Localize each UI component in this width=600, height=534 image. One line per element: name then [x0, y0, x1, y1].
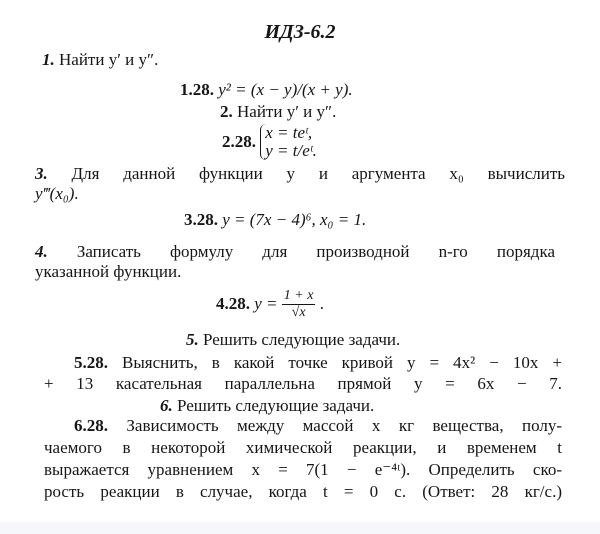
task-3-text-line-1: Для данной функции y и аргумента x₀ вычислить [71, 164, 566, 183]
exercise-1-28 [180, 80, 353, 100]
task-4-text-line-2: указанной функции. [35, 262, 182, 281]
exercise-5-28-text-line-2: + 13 касательная параллельна прямой y = 6x − 7. [44, 374, 562, 393]
task-1 [42, 50, 158, 70]
exercise-2-28-number: 2.28. [222, 132, 256, 151]
system-line-1: x = teᵗ, [265, 123, 313, 142]
exercise-4-28-fraction [282, 288, 316, 321]
exercise-6-28-number: 6.28. [74, 416, 108, 435]
task-4-number: 4. [35, 242, 48, 261]
exercise-2-28 [222, 124, 317, 160]
task-3-number: 3. [35, 164, 48, 183]
task-1-text: Найти y′ и y″. [59, 50, 159, 69]
fraction-numerator: 1 + x [283, 287, 314, 303]
task-6-text: Решить следующие задачи. [177, 396, 375, 415]
exercise-4-28-number: 4.28. [216, 294, 250, 314]
task-4-line-1 [35, 242, 555, 262]
exercise-6-28-text-line-2: чаемого в некоторой химической реакции, и временем t [44, 438, 562, 457]
task-2-text: Найти y′ и y″. [237, 102, 337, 121]
exercise-6-28-text-line-3: выражается уравнением x = 7(1 − e⁻⁴ᵗ). Определить ско- [44, 460, 562, 479]
exercise-1-28-formula: y² = (x − y)/(x + y). [218, 80, 353, 99]
task-1-number: 1. [42, 50, 55, 69]
task-6-number: 6. [160, 396, 173, 415]
bottom-strip [0, 522, 600, 534]
task-2-number: 2. [220, 102, 233, 121]
fraction-denominator: √x [291, 304, 306, 320]
exercise-5-28-line-1 [74, 353, 562, 373]
exercise-3-28-formula: y = (7x − 4)⁶, x₀ = 1. [222, 210, 367, 229]
exercise-6-28-line-1 [74, 416, 562, 436]
exercise-4-28 [216, 286, 324, 321]
task-5 [186, 330, 400, 350]
exercise-1-28-number: 1.28. [180, 80, 214, 99]
exercise-6-28-text-line-4: рость реакции в случае, когда t = 0 с. (Ответ: 28 кг/с.) [44, 482, 562, 501]
task-5-number: 5. [186, 330, 199, 349]
exercise-6-28-text-line-1: Зависимость между массой x кг вещества, полу- [126, 416, 562, 435]
task-2 [220, 102, 336, 122]
exercise-3-28-number: 3.28. [184, 210, 218, 229]
task-4-text-line-1: Записать формулу для производной n-го порядка [76, 242, 555, 261]
exercise-4-28-lhs: y = [254, 294, 278, 314]
exercise-5-28-text-line-1: Выяснить, в какой точке кривой y = 4x² − 10x + [122, 353, 562, 372]
page-title: ИДЗ-6.2 [264, 21, 336, 43]
exercise-3-28 [184, 210, 366, 230]
exercise-2-28-system [260, 124, 317, 160]
system-line-2: y = t/eᵗ. [265, 141, 317, 160]
task-3-line-1 [35, 164, 565, 184]
task-5-text: Решить следующие задачи. [203, 330, 401, 349]
task-6 [160, 396, 374, 416]
task-3-text-line-2: y‴(x₀). [35, 184, 79, 203]
exercise-5-28-number: 5.28. [74, 353, 108, 372]
exercise-4-28-tail: . [319, 294, 324, 314]
